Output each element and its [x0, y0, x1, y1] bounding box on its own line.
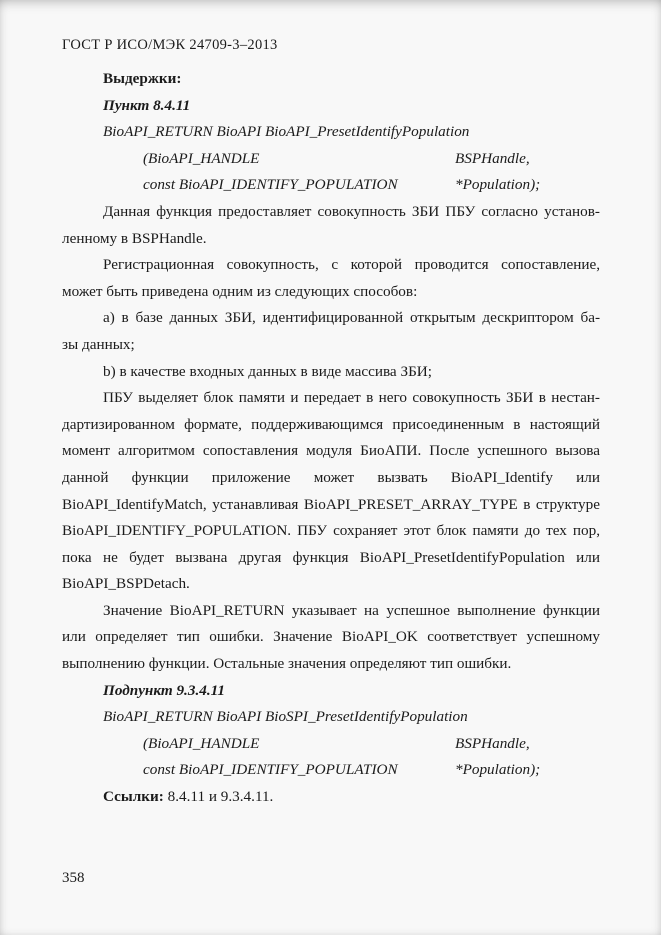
code-parameter: BSPHandle,: [455, 734, 530, 752]
text-line: выполнению функции. Остальные значения определяют тип ошибки.: [62, 655, 512, 673]
text-line: зы данных;: [62, 335, 135, 353]
text-line: BioAPI_BSPDetach.: [62, 575, 190, 593]
text-span: 8.4.11 и 9.3.4.11.: [163, 788, 274, 806]
document-body: [62, 66, 600, 811]
text-line: данной функции приложение может вызвать BioAPI_Identify или: [62, 468, 600, 486]
text-line: пока не будет вызвана другая функция BioAPI_PresetIdentifyPopulation или: [62, 548, 600, 566]
code-line: [62, 731, 600, 758]
text-line: ПБУ выделяет блок памяти и передает в него совокупность ЗБИ в нестан-: [103, 389, 600, 407]
code-parameter: *Population);: [455, 176, 541, 194]
text-line: b) в качестве входных данных в виде массива ЗБИ;: [103, 362, 432, 380]
text-line: Выдержки:: [103, 70, 182, 87]
text-line: ленному в BSPHandle.: [62, 229, 207, 247]
code-parameter: BSPHandle,: [455, 149, 530, 167]
code-declaration: const BioAPI_IDENTIFY_POPULATION: [143, 761, 398, 779]
text-line: BioAPI_RETURN BioAPI BioAPI_PresetIdentifyPopulation: [103, 123, 470, 141]
text-line: BioAPI_RETURN BioAPI BioSPI_PresetIdentifyPopulation: [103, 708, 468, 726]
code-line: [62, 757, 600, 784]
text-line: или определяет тип ошибки. Значение BioAPI_OK соответствует успешному: [62, 628, 600, 646]
document-header-standard-number: ГОСТ Р ИСО/МЭК 24709-3–2013: [62, 37, 278, 53]
text-span: Ссылки:: [103, 788, 164, 806]
page-number: 358: [62, 870, 85, 886]
code-declaration: (BioAPI_HANDLE: [143, 734, 260, 752]
text-line: Значение BioAPI_RETURN указывает на успешное выполнение функции: [103, 601, 600, 619]
code-parameter: *Population);: [455, 761, 541, 779]
text-line: дартизированном формате, поддерживающимся присоединенным в настоящий: [62, 415, 600, 433]
code-line: [62, 146, 600, 173]
text-line: Подпункт 9.3.4.11: [103, 681, 225, 699]
code-line: [62, 172, 600, 199]
text-line: Данная функция предоставляет совокупность ЗБИ ПБУ согласно установ-: [103, 202, 600, 220]
code-declaration: const BioAPI_IDENTIFY_POPULATION: [143, 176, 398, 194]
text-line: a) в базе данных ЗБИ, идентифицированной открытым дескриптором ба-: [103, 309, 600, 327]
text-line: BioAPI_IdentifyMatch, устанавливая BioAPI_PRESET_ARRAY_TYPE в структуре: [62, 495, 600, 513]
text-line: BioAPI_IDENTIFY_POPULATION. ПБУ сохраняет этот блок памяти до тех пор,: [62, 522, 600, 540]
text-line: [62, 784, 600, 811]
text-line: Регистрационная совокупность, с которой проводится сопоставление,: [103, 256, 600, 274]
text-line: Пункт 8.4.11: [103, 96, 191, 114]
code-declaration: (BioAPI_HANDLE: [143, 149, 260, 167]
text-line: момент алгоритмом сопоставления модуля БиоАПИ. После успешного вызова: [62, 442, 600, 460]
page-content-area: [62, 36, 600, 811]
text-line: может быть приведена одним из следующих способов:: [62, 282, 418, 300]
